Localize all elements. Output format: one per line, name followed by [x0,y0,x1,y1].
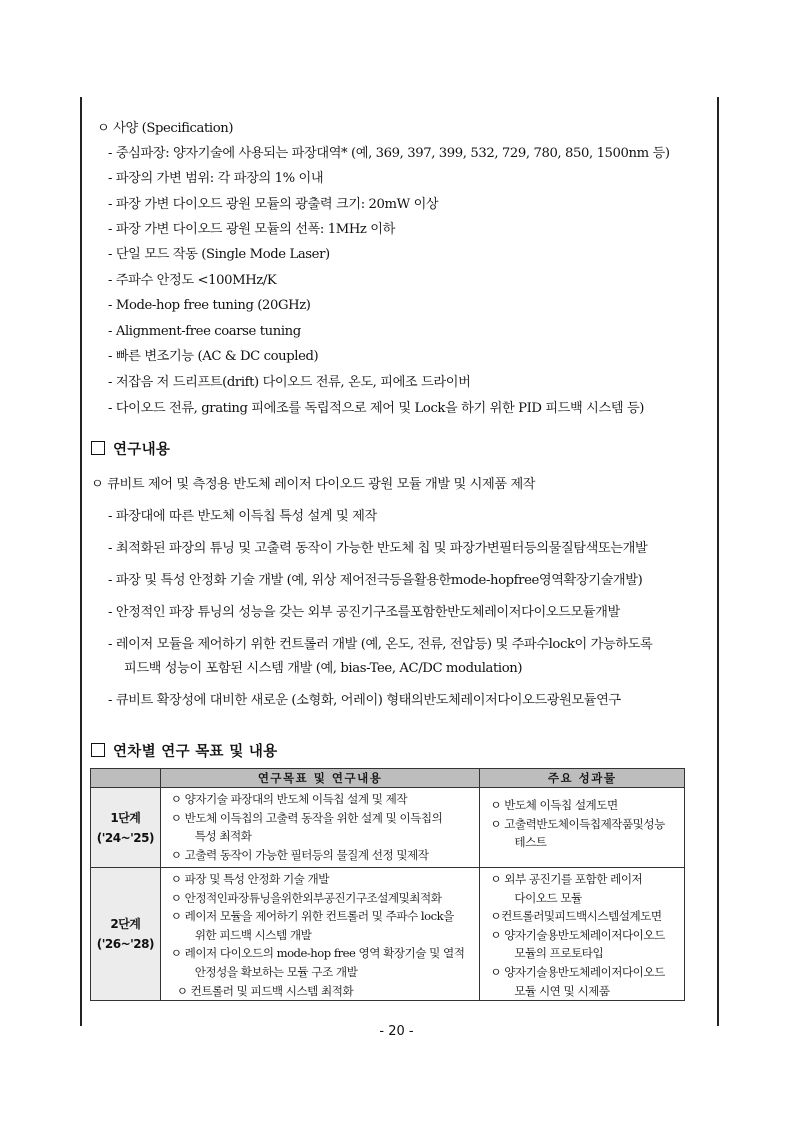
spec-item: - 주파수 안정도 <100MHz/K [108,273,277,288]
stage-label: 1단계 [110,810,141,825]
stage-period: ('24~'25) [96,830,154,845]
research-item: - 최적화된 파장의 튜닝 및 고출력 동작이 가능한 반도체 칩 및 파장가변필터등의물질탐색또는개발 [108,541,648,556]
research-heading: 연구내용 [91,438,170,459]
yearly-goals-table [90,768,685,1001]
stage-cell [91,868,161,1001]
outcome-item: ㅇ 양자기술용반도체레이저다이오드 [490,964,665,979]
research-item: - 파장대에 따른 반도체 이득칩 특성 설계 및 제작 [108,509,377,524]
goal-item: 안정성을 확보하는 모듈 구조 개발 [194,964,358,979]
goals-cell [160,788,480,868]
goal-item: ㅇ 양자기술 파장대의 반도체 이득칩 설계 및 제작 [170,792,408,806]
goal-item: ㅇ 반도체 이득칩의 고출력 동작을 위한 설계 및 이득칩의 [170,810,443,825]
outcomes-cell [480,868,685,1001]
outcome-item: 다이오드 모듈 [514,890,582,905]
spec-item: - 단일 모드 작동 (Single Mode Laser) [108,247,330,262]
header-goals: 연구목표 및 연구내용 [160,769,480,788]
table-row [91,868,685,1001]
checkbox-square-icon [91,743,105,757]
spec-item: - 빠른 변조기능 (AC & DC coupled) [108,349,319,364]
outcome-item: ㅇ 고출력반도체이득칩제작품및성능 [490,816,665,831]
outcome-item: ㅇ 반도체 이득칩 설계도면 [490,798,618,812]
spec-item: - Alignment-free coarse tuning [108,324,301,339]
spec-item: - 파장 가변 다이오드 광원 모듈의 선폭: 1MHz 이하 [108,222,395,237]
outcome-item: ㅇ컨트롤러및피드백시스템설계도면 [490,909,662,924]
goal-item: ㅇ 파장 및 특성 안정화 기술 개발 [170,872,329,886]
goal-item: 특성 최적화 [194,829,252,844]
research-item: - 큐비트 확장성에 대비한 새로운 (소형화, 어레이) 형태의반도체레이저다이오드광원모듈연구 [108,693,621,708]
research-main: ㅇ 큐비트 제어 및 측정용 반도체 레이저 다이오드 광원 모듈 개발 및 시제품 제작 [91,477,536,492]
stage-period: ('26~'28) [96,937,154,952]
outcome-item: ㅇ 외부 공진기를 포함한 레이저 [490,872,643,886]
goal-item: ㅇ 레이저 다이오드의 mode-hop free 영역 확장기술 및 열적 [170,946,465,961]
spec-item: - 중심파장: 양자기술에 사용되는 파장대역* (예, 369, 397, 399, 532, 729, 780, 850, 1500nm 등) [108,146,670,161]
spec-item: - 파장 가변 다이오드 광원 모듈의 광출력 크기: 20mW 이상 [108,197,439,212]
spec-item: - 파장의 가변 범위: 각 파장의 1% 이내 [108,171,324,186]
outcome-item: 모듈의 프로토타입 [514,946,604,961]
goal-item: 위한 피드백 시스템 개발 [194,927,312,942]
stage-cell [91,788,161,868]
header-stage [91,769,161,788]
outcome-item: 모듈 시연 및 시제품 [514,983,610,998]
spec-item: - 다이오드 전류, grating 피에조를 독립적으로 제어 및 Lock을 하기 위한 PID 피드백 시스템 등) [108,401,645,416]
outcome-item: ㅇ 양자기술용반도체레이저다이오드 [490,927,665,942]
outcomes-cell [480,788,685,868]
page-number: - 20 - [379,1024,414,1039]
research-item: - 파장 및 특성 안정화 기술 개발 (예, 위상 제어전극등을활용한mode-hopfree영역확장기술개발) [108,573,643,588]
research-item: - 레이저 모듈을 제어하기 위한 컨트롤러 개발 (예, 온도, 전류, 전압등) 및 주파수lock이 가능하도록 [108,637,653,652]
research-item-continued: 피드백 성능이 포함된 시스템 개발 (예, bias-Tee, AC/DC modulation) [124,661,523,676]
table-row [91,788,685,868]
spec-item: - 저잡음 저 드리프트(drift) 다이오드 전류, 온도, 피에조 드라이버 [108,375,471,390]
checkbox-square-icon [91,441,105,455]
spec-title: ㅇ 사양 (Specification) [97,121,234,136]
outcome-item: 테스트 [514,835,547,850]
table-header-row [91,769,685,788]
yearly-heading: 연차별 연구 목표 및 내용 [91,740,277,761]
goal-item: ㅇ 고출력 동작이 가능한 필터등의 물질계 선정 및제작 [170,847,429,862]
goals-cell [160,868,480,1001]
goal-item: ㅇ 안정적인파장튜닝을위한외부공진기구조설계및최적화 [170,890,442,905]
research-item: - 안정적인 파장 튜닝의 성능을 갖는 외부 공진기구조를포함한반도체레이저다이오드모듈개발 [108,605,620,620]
goal-item: ㅇ 컨트롤러 및 피드백 시스템 최적화 [176,983,354,998]
goal-item: ㅇ 레이저 모듈을 제어하기 위한 컨트롤러 및 주파수 lock을 [170,909,454,924]
stage-label: 2단계 [110,917,141,932]
header-outcomes: 주요 성과물 [480,769,685,788]
spec-item: - Mode-hop free tuning (20GHz) [108,298,311,313]
